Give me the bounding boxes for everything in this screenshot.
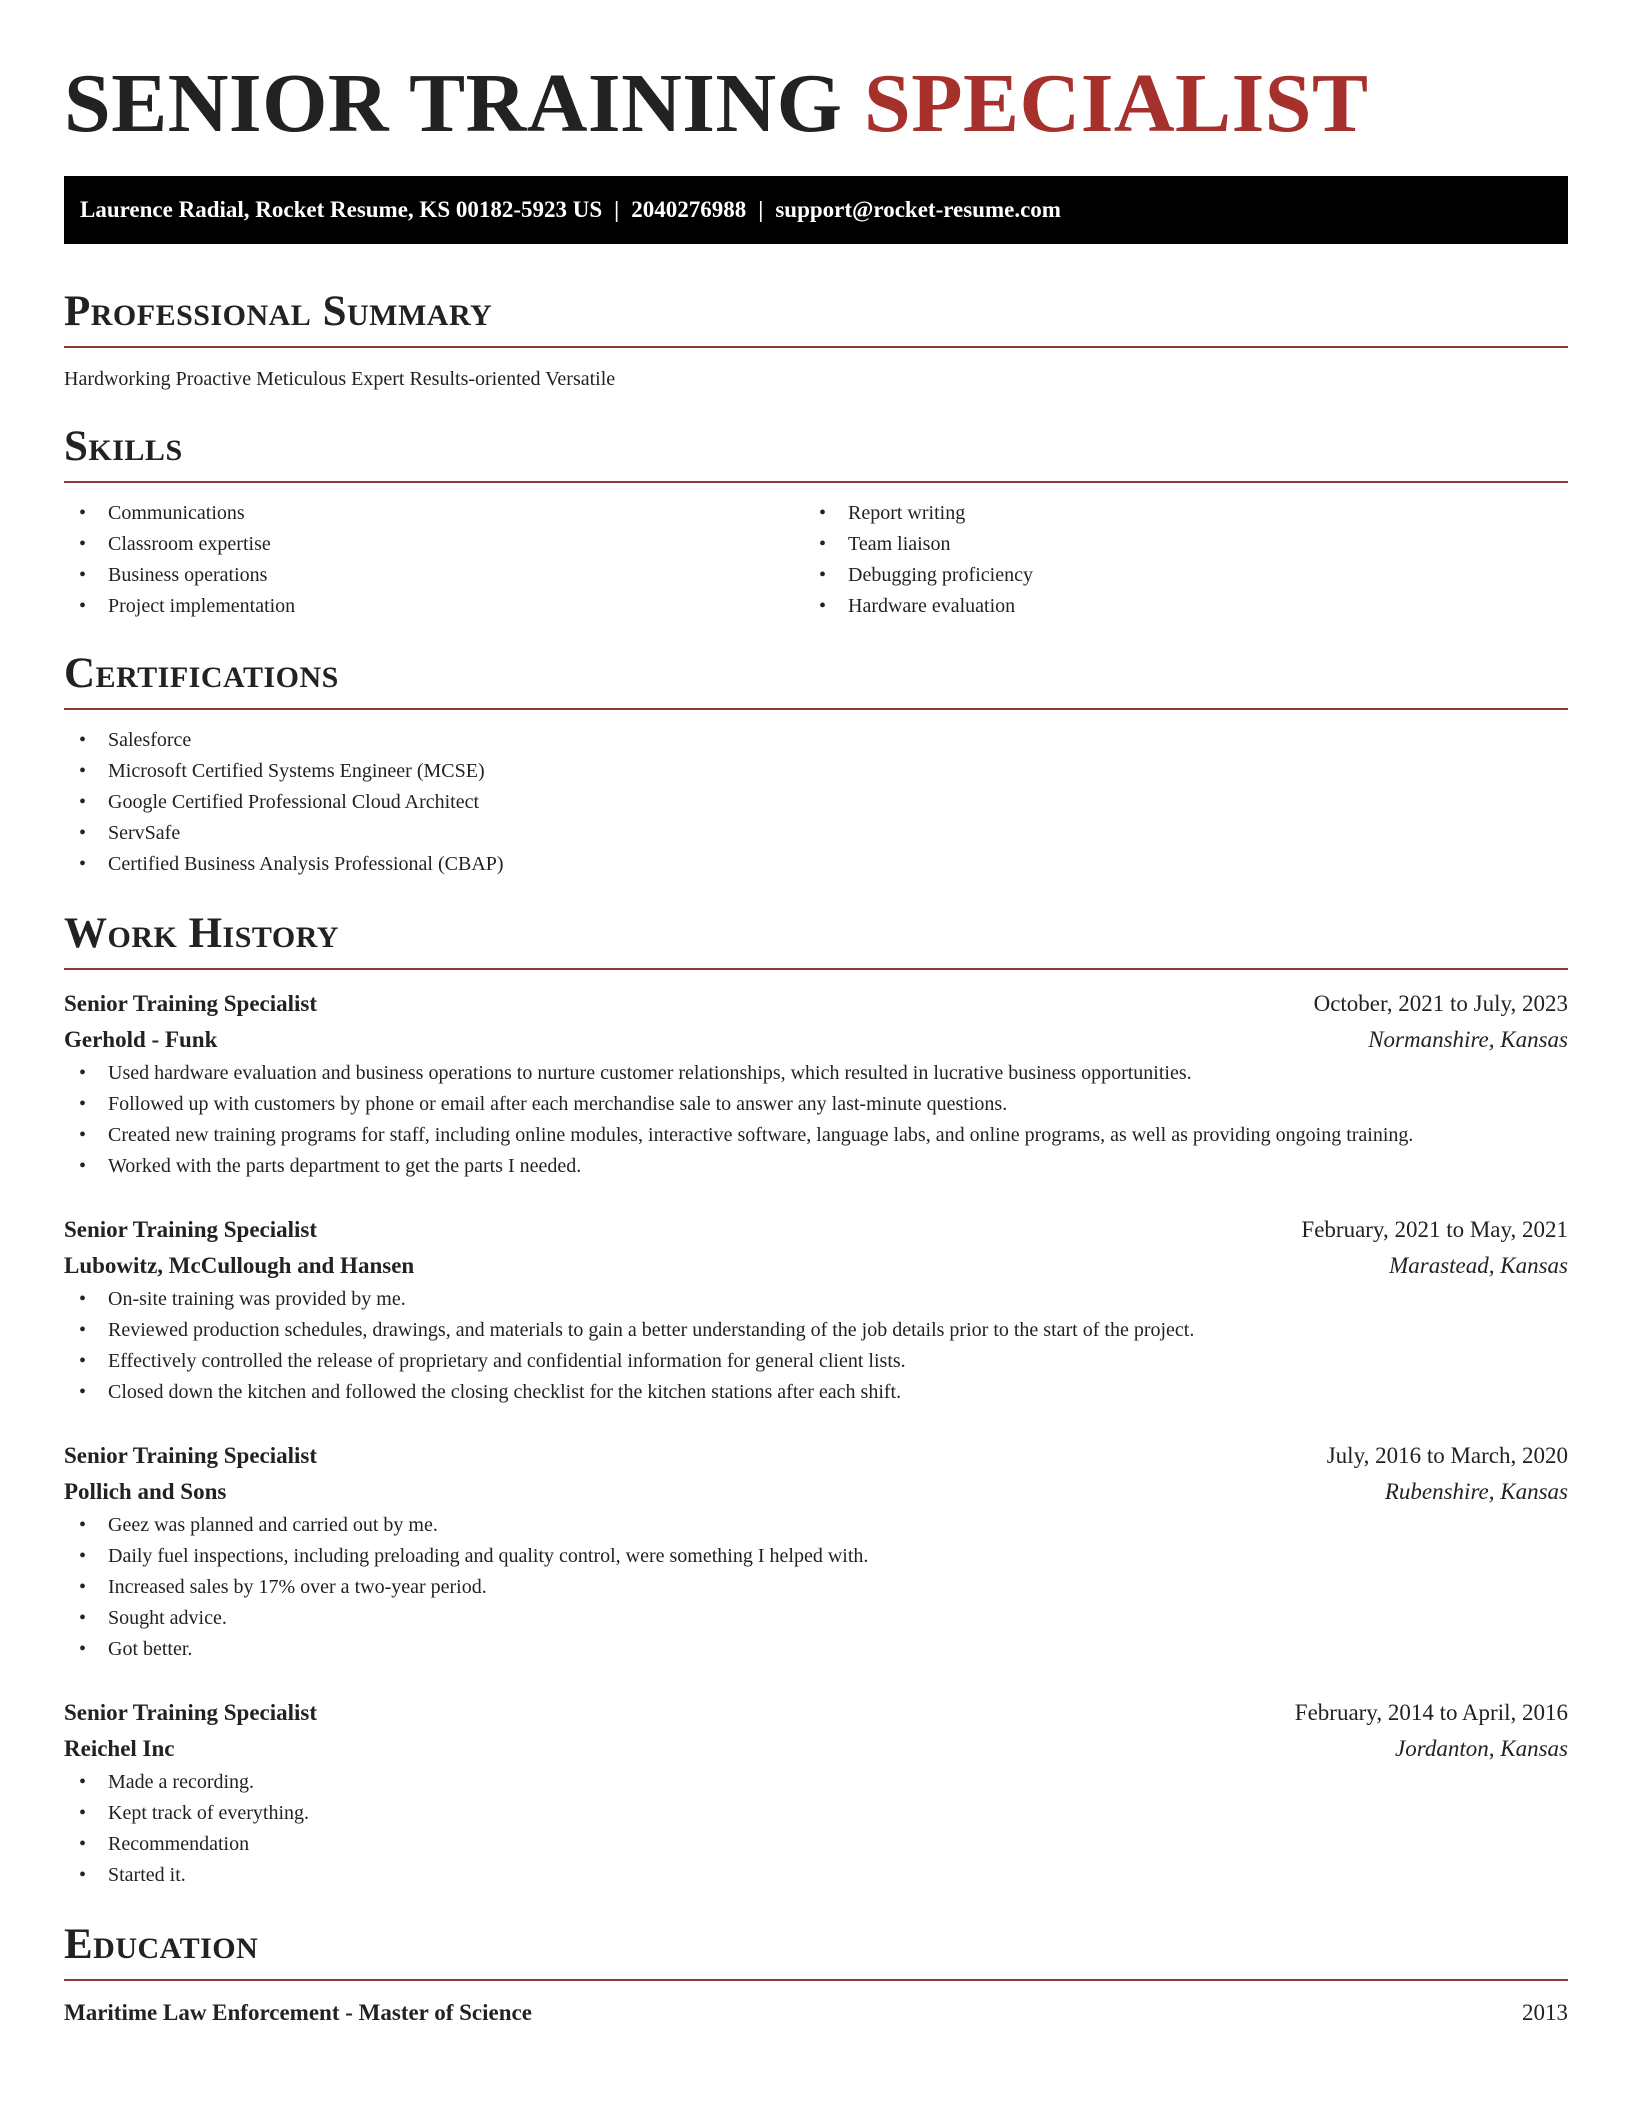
skills-grid [64,498,1568,622]
job-bullet: • Created new training programs for staff, including online modules, interactive software, language labs, and online programs, as well as providing ongoing training. [64,1120,1568,1151]
job-bullet: • Increased sales by 17% over a two-year period. [64,1572,1568,1603]
job-company: Reichel Inc [64,1736,175,1761]
certification-item: • Google Certified Professional Cloud Architect [64,787,1568,818]
job-bullet: • Recommendation [64,1829,1568,1860]
skill-item: • Classroom expertise [64,529,804,560]
job-dates: February, 2014 to April, 2016 [1294,1700,1568,1725]
job-location: Jordanton, Kansas [1395,1736,1568,1761]
contact-bar [64,176,1568,244]
summary-section [64,286,1568,393]
section-divider [64,708,1568,710]
certification-item: • Microsoft Certified Systems Engineer (MCSE) [64,756,1568,787]
contact-address: Laurence Radial, Rocket Resume, KS 00182-5923 US [80,197,603,222]
job-location: Marastead, Kansas [1389,1253,1568,1278]
skill-item: • Business operations [64,560,804,591]
skill-item: • Hardware evaluation [804,591,1544,622]
job-bullet: • Used hardware evaluation and business operations to nurture customer relationships, which resulted in lucrative business opportunities. [64,1058,1568,1089]
job-bullet: • Got better. [64,1634,1568,1665]
job-entry [64,1438,1568,1665]
job-title: Senior Training Specialist [64,1443,318,1468]
job-bullet: • Followed up with customers by phone or email after each merchandise sale to answer any last-minute questions. [64,1089,1568,1120]
section-heading-summary: Professional Summary [64,288,493,335]
section-divider [64,346,1568,348]
education-year: 2013 [1522,2000,1568,2025]
job-bullet: • Closed down the kitchen and followed the closing checklist for the kitchen stations after each shift. [64,1377,1568,1408]
section-divider [64,1979,1568,1981]
job-title: Senior Training Specialist [64,1700,318,1725]
title-main: SENIOR TRAINING [64,57,864,150]
job-location: Rubenshire, Kansas [1384,1479,1568,1504]
resume-title [64,0,1568,150]
section-heading-work-history: Work History [64,910,339,957]
title-accent: SPECIALIST [863,57,1369,150]
certifications-section [64,648,1568,880]
skills-column-right [804,498,1544,622]
job-bullet: • Made a recording. [64,1767,1568,1798]
job-bullet: • Sought advice. [64,1603,1568,1634]
section-divider [64,481,1568,483]
skill-item: • Debugging proficiency [804,560,1544,591]
skills-section [64,421,1568,622]
summary-text: Hardworking Proactive Meticulous Expert Results-oriented Versatile [64,368,616,390]
certification-item: • Salesforce [64,725,1568,756]
job-dates: February, 2021 to May, 2021 [1301,1217,1568,1242]
section-heading-skills: Skills [64,423,183,470]
section-heading-certifications: Certifications [64,650,339,697]
job-bullet: • Worked with the parts department to get the parts I needed. [64,1151,1568,1182]
education-section [64,1919,1568,2031]
certification-item: • ServSafe [64,818,1568,849]
section-divider [64,968,1568,970]
job-title: Senior Training Specialist [64,991,318,1016]
job-company: Pollich and Sons [64,1479,227,1504]
job-entry [64,986,1568,1182]
work-history-section [64,908,1568,1891]
job-company: Lubowitz, McCullough and Hansen [64,1253,415,1278]
job-bullet: • Geez was planned and carried out by me. [64,1510,1568,1541]
job-entry [64,1695,1568,1891]
skill-item: • Project implementation [64,591,804,622]
resume-page [64,0,1568,2031]
job-bullet: • Kept track of everything. [64,1798,1568,1829]
job-dates: October, 2021 to July, 2023 [1313,991,1568,1016]
certification-item: • Certified Business Analysis Professional (CBAP) [64,849,1568,880]
job-bullet: • Effectively controlled the release of proprietary and confidential information for general client lists. [64,1346,1568,1377]
skill-item: • Team liaison [804,529,1544,560]
skill-item: • Report writing [804,498,1544,529]
contact-email: support@rocket-resume.com [775,197,1061,222]
job-company: Gerhold - Funk [64,1027,218,1052]
contact-separator: | [614,197,620,222]
education-degree: Maritime Law Enforcement - Master of Science [64,2000,532,2025]
job-location: Normanshire, Kansas [1368,1027,1568,1052]
job-bullet: • Started it. [64,1860,1568,1891]
section-heading-education: Education [64,1921,259,1968]
education-entry [64,1995,1568,2031]
job-bullet: • Daily fuel inspections, including preloading and quality control, were something I helped with. [64,1541,1568,1572]
contact-phone: 2040276988 [631,197,747,222]
skills-column-left [64,498,804,622]
contact-separator: | [758,197,764,222]
skill-item: • Communications [64,498,804,529]
job-entry [64,1212,1568,1408]
job-title: Senior Training Specialist [64,1217,318,1242]
job-bullet: • On-site training was provided by me. [64,1284,1568,1315]
job-dates: July, 2016 to March, 2020 [1326,1443,1568,1468]
job-bullet: • Reviewed production schedules, drawings, and materials to gain a better understanding of the job details prior to the start of the project. [64,1315,1568,1346]
